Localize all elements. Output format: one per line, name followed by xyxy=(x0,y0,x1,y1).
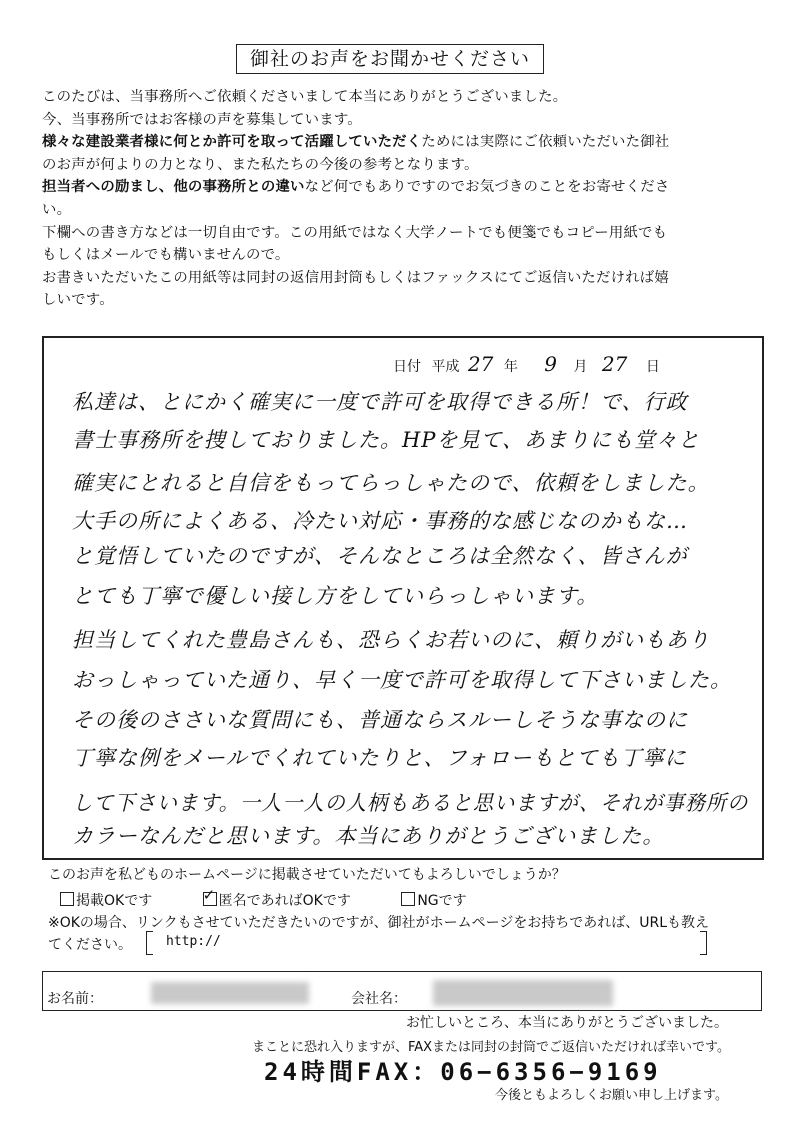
date-year: 27 xyxy=(467,352,494,376)
handwritten-line: して下さいます。一人一人の人柄もあると思いますが、それが事務所の xyxy=(72,791,749,815)
checkbox-icon[interactable] xyxy=(401,892,415,906)
intro-line xyxy=(42,176,754,199)
url-note xyxy=(48,912,758,956)
date-month: 9 xyxy=(544,352,557,376)
company-label: 会社名： xyxy=(351,991,407,1007)
form-title: 御社のお声をお聞かせください xyxy=(236,44,544,74)
handwritten-line: 丁寧な例をメールでくれていたりと、フォローもとても丁寧に xyxy=(72,746,687,770)
intro-line xyxy=(42,289,754,312)
publish-options xyxy=(60,890,513,910)
handwritten-line: カラーなんだと思います。本当にありがとうございました。 xyxy=(72,824,665,848)
handwritten-line: 確実にとれると自信をもってらっしゃたので、依頼をしました。 xyxy=(72,471,710,495)
option-ng[interactable] xyxy=(401,890,466,910)
intro-line xyxy=(42,222,754,245)
date-line xyxy=(393,352,660,376)
handwritten-line: その後のささいな質問にも、普通ならスルーしそうな事なのに xyxy=(72,708,688,732)
name-box xyxy=(42,971,762,1011)
fax-note: まことに恐れ入りますが、FAXまたは同封の封筒でご返信いただければ幸いです。 xyxy=(251,1040,730,1055)
intro-line xyxy=(42,154,754,177)
handwritten-line: おっしゃっていた通り、早く一度で許可を取得して下さいました。 xyxy=(72,668,732,692)
option-label: NGです xyxy=(417,893,467,909)
intro-line xyxy=(42,244,754,267)
thanks-text: お忙しいところ、本当にありがとうございました。 xyxy=(406,1015,728,1031)
intro-segment: のお声が何よりの力となり、また私たちの今後の参考となります。 xyxy=(42,156,479,173)
intro-segment: い。 xyxy=(42,201,72,218)
handwritten-line: 大手の所によくある、冷たい対応・事務的な感じなのかもな… xyxy=(72,509,688,533)
date-day-unit: 日 xyxy=(645,359,660,375)
handwritten-line: とても丁寧で優しい接し方をしていらっしゃいます。 xyxy=(72,584,599,608)
checked-checkbox-icon[interactable] xyxy=(203,892,217,906)
intro-text xyxy=(42,86,754,312)
handwritten-line: と覚悟していたのですが、そんなところは全然なく、皆さんが xyxy=(72,544,688,568)
intro-line xyxy=(42,86,754,109)
handwritten-line: 私達は、とにかく確実に一度で許可を取得できる所！で、行政 xyxy=(72,390,688,414)
url-bracket-left xyxy=(146,931,153,955)
option-label: 掲載OKです xyxy=(76,893,153,909)
handwritten-line: 書士事務所を捜しておりました。HPを見て、あまりにも堂々と xyxy=(72,428,701,452)
url-note-line: てください。 xyxy=(48,937,132,953)
intro-segment: もしくはメールでも構いませんので。 xyxy=(42,247,290,264)
intro-emphasis: 様々な建設業者様に何とか許可を取って活躍していただく xyxy=(42,134,422,151)
company-redacted xyxy=(433,980,613,1006)
intro-line xyxy=(42,109,754,132)
intro-segment: 下欄への書き方などは一切自由です。この用紙ではなく大学ノートでも便箋でもコピー用紙でも xyxy=(42,224,668,241)
intro-line xyxy=(42,131,754,154)
fax-number: 24時間FAX：06−6356−9169 xyxy=(264,1058,662,1086)
date-era: 平成 xyxy=(431,359,460,375)
name-label: お名前： xyxy=(47,991,103,1007)
intro-segment: 今、当事務所ではお客様の声を募集しています。 xyxy=(42,111,362,128)
option-anonymous-ok[interactable] xyxy=(203,890,351,910)
closing-text: 今後ともよろしくお願い申し上げます。 xyxy=(495,1088,728,1103)
intro-line xyxy=(42,267,754,290)
name-redacted xyxy=(151,982,309,1004)
option-label: 匿名であればOKです xyxy=(218,893,351,909)
intro-segment: ためには実際にご依頼いただいた御社 xyxy=(421,134,670,151)
intro-segment: このたびは、当事務所へご依頼くださいまして本当にありがとうございました。 xyxy=(42,89,568,105)
intro-emphasis: 担当者への励まし、他の事務所との違い xyxy=(42,179,305,196)
intro-segment: など何でもありですのでお気づきのことをお寄せくださ xyxy=(304,179,670,196)
url-note-line: ※OKの場合、リンクもさせていただきたいのですが、御社がホームページをお持ちであれば、URLも教え xyxy=(48,915,710,931)
url-bracket-right xyxy=(700,931,707,955)
handwritten-line: 担当してくれた豊島さんも、恐らくお若いのに、頼りがいもあり xyxy=(72,628,710,652)
date-year-unit: 年 xyxy=(503,359,518,375)
intro-segment: お書きいただいたこの用紙等は同封の返信用封筒もしくはファックスにてご返信いただければ嬉 xyxy=(42,269,669,286)
date-label: 日付 xyxy=(393,359,421,375)
intro-segment: しいです。 xyxy=(42,292,114,309)
date-month-unit: 月 xyxy=(573,359,588,375)
publish-question: このお声を私どものホームページに掲載させていただいてもよろしいでしょうか？ xyxy=(48,867,566,883)
date-day: 27 xyxy=(601,352,628,376)
option-publish-ok[interactable] xyxy=(60,890,152,910)
checkbox-icon[interactable] xyxy=(60,892,74,906)
intro-line xyxy=(42,199,754,222)
url-field[interactable]: http:// xyxy=(166,934,221,949)
